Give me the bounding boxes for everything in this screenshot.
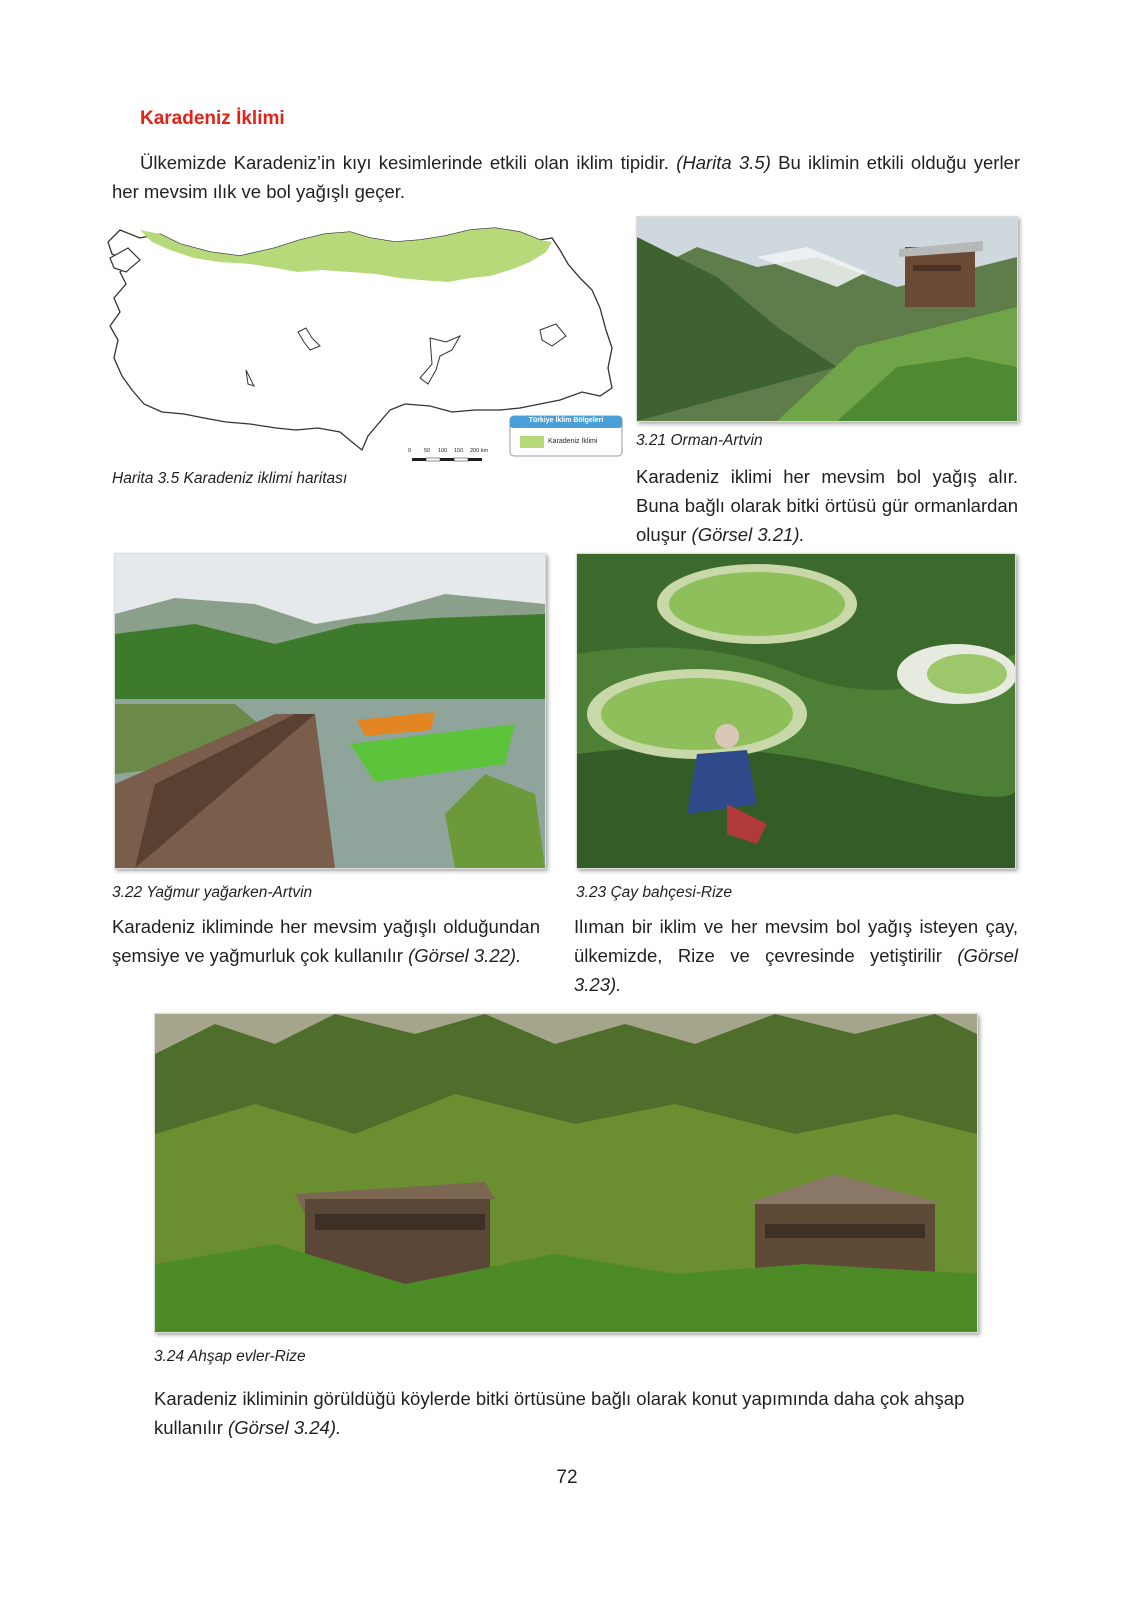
page-number: 72	[556, 1467, 578, 1488]
intro-paragraph	[112, 148, 1020, 206]
scale-label: 0	[408, 448, 412, 454]
intro-text-2: Bu iklimin etkili olduğu yerler her mevsim ılık ve bol yağışlı geçer.	[112, 152, 1021, 202]
intro-text: Ülkemizde Karadeniz’in kıyı kesimlerinde etkili olan iklim tipidir.	[140, 152, 669, 173]
photo-321-body: Karadeniz iklimi her mevsim bol yağış alır. Buna bağlı olarak bitki örtüsü gür ormanlardan oluşur	[636, 466, 1018, 545]
turkey-climate-map	[100, 218, 630, 468]
photo-forest-artvin	[636, 216, 1018, 422]
intro-map-ref: (Harita 3.5)	[676, 152, 771, 173]
scale-label: 150	[454, 448, 464, 454]
photo-322-ref: (Görsel 3.22).	[408, 945, 522, 966]
closing-ref: (Görsel 3.24).	[228, 1417, 342, 1438]
map-caption: Harita 3.5 Karadeniz iklimi haritası	[112, 470, 348, 487]
closing-paragraph	[154, 1384, 984, 1442]
photo-323-text	[574, 912, 1018, 999]
photo-322-text	[112, 912, 540, 970]
photo-tea-garden-rize	[576, 553, 1016, 869]
scale-label: 200 km	[470, 448, 489, 454]
scale-label: 50	[424, 448, 431, 454]
photo-321-caption: 3.21 Orman-Artvin	[636, 432, 763, 449]
section-title: Karadeniz İklimi	[140, 108, 285, 129]
photo-321-text	[636, 462, 1018, 549]
legend-item-label: Karadeniz İklimi	[548, 438, 598, 445]
photo-323-caption: 3.23 Çay bahçesi-Rize	[576, 884, 732, 901]
photo-321-ref: (Görsel 3.21).	[691, 524, 805, 545]
photo-322-caption: 3.22 Yağmur yağarken-Artvin	[112, 884, 313, 901]
photo-324-caption: 3.24 Ahşap evler-Rize	[154, 1348, 306, 1365]
photo-323-body: Ilıman bir iklim ve her mevsim bol yağış isteyen çay, ülkemizde, Rize ve çevresinde yetiştirilir	[574, 916, 1018, 966]
map-scale-bar	[412, 458, 482, 461]
photo-322-body: Karadeniz ikliminde her mevsim yağışlı olduğundan şemsiye ve yağmurluk çok kullanılır	[112, 916, 540, 966]
photo-wooden-houses-rize	[154, 1013, 978, 1333]
scale-label: 100	[438, 448, 448, 454]
legend-title: Türkiye İklim Bölgeleri	[528, 417, 604, 424]
closing-body: Karadeniz ikliminin görüldüğü köylerde bitki örtüsüne bağlı olarak konut yapımında daha çok ahşap kullanılır	[154, 1388, 965, 1438]
photo-323-ref: (Görsel 3.23).	[574, 945, 1018, 995]
photo-rain-artvin	[114, 553, 546, 869]
